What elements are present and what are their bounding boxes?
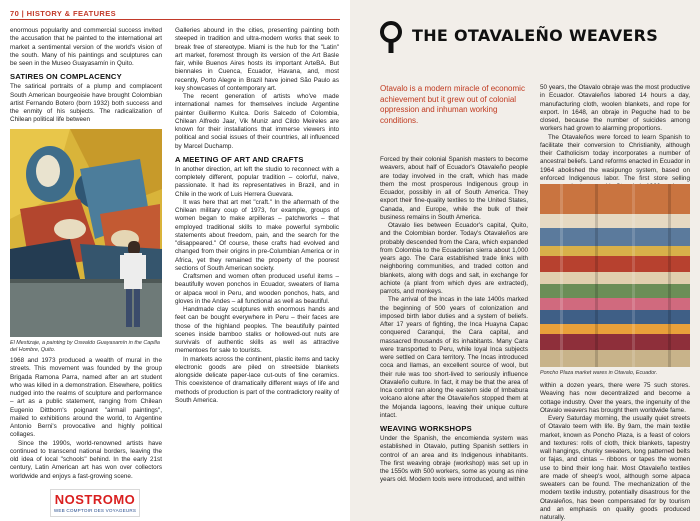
- intro-text: Otavalo is a modern miracle of economic achievement but it grew out of colonial oppression and inhuman working conditions.: [380, 84, 525, 125]
- watermark-subtitle: WEB COMPTOIR DES VOYAGEURS: [53, 508, 137, 513]
- textiles-photo: [540, 184, 690, 367]
- photo-caption: Poncho Plaza market wares in Otavalo, Ecuador.: [540, 370, 658, 376]
- left-column-bottom: [10, 357, 162, 481]
- painting-illustration: [10, 129, 162, 337]
- feature-heading: THE OTAVALEÑO WEAVERS: [412, 26, 659, 45]
- paragraph: Otavalo lies between Ecuador's capital, Quito, and the Colombian border. Today's Otavaleños are probably descended from the Cara, which expanded from Colombia to the Ecuadorian sierra about 1,000 years ago. The Cara established trade links with neighboring communities, and traded cotton and blankets, along with dogs and salt, in exchange for achiote (a plant from which dyes are extracted), parrots, and monkeys.: [380, 222, 528, 295]
- paragraph: In markets across the continent, plastic items and tacky electronic goods are piled on streetside blankets alongside delicate paper-lace cut-outs of fine ceramics. This coexistence of dramatically different ways of life and methods of production is part of the contradictory reality of South America.: [175, 355, 339, 404]
- section-heading: A MEETING OF ART AND CRAFTS: [175, 154, 304, 164]
- feature-title: [378, 16, 690, 60]
- watermark-title: NOSTROMO: [54, 492, 136, 507]
- paragraph: enormous popularity and commercial success invited the accusation that he painted to the international art market a sentimental version of the world's vision of the south. Many of his paintings and sculptures can be seen in the Museo Guayasamín in Quito.: [10, 27, 162, 67]
- paragraph: Galleries abound in the cities, presenting painting both steeped in tradition and ultra-modern works that seek to break free of stereotype. Miami is the hub for the "Latin" art market, foremost through its version of the Art Basle fair, while Buenos Aires hosts its important ArteBA. But biennales in Cuenca, Ecuador, Havana, and, most recently, Porto Alegre in Brazil have joined São Paulo as key showcases of contemporary art.: [175, 27, 339, 92]
- magnifier-icon: [378, 20, 404, 54]
- page-header-text: 70 | HISTORY & FEATURES: [10, 9, 117, 18]
- right-column-1: [380, 156, 528, 485]
- paragraph: Craftsmen and women often produced useful items – beautifully woven ponchos in Ecuador, sweaters of llama or alpaca wool in Peru, and wooden ponchos, hats, and gloves in the Andes – all functional as well as beautiful.: [175, 273, 339, 305]
- paragraph: The recent generation of artists who've made international names for themselves include Argentine painter Guillermo Kuitca. Doris Salcedo of Colombia, Chilean Alfredo Jaar, Vik Muniz and Cildo Meireles are known for their installations that immerse viewers into political and social issues of their countries, all influenced by Marcel Duchamp.: [175, 93, 339, 150]
- photo-caption: El Mestizaje, a painting by Oswaldo Guayasamín in the Capilla del Hombre, Quito.: [10, 340, 160, 353]
- paragraph: In another direction, art left the studio to reconnect with a completely different, popular tradition – colorful, naive, passionate. It had its representatives in Brazil, and in Chile in the work of Luis Herrera Guevara.: [175, 165, 339, 198]
- paragraph: Handmade clay sculptures with enormous hands and feet can be bought everywhere in Peru – their faces are those of the highland peoples. The beautifully painted scenes inside bamboo stalks or hollowed-out nuts are survivals of authentic skills as well as attractive mementoes for sale to tourists.: [175, 306, 339, 355]
- paragraph: Since the 1990s, world-renowned artists have continued to transcend national borders, leaving the old idea of local "schools" behind. In the early 21st century, Latin American art has won over collectors worldwide and enjoys a fast-growing scene.: [10, 439, 162, 480]
- paragraph: Forced by their colonial Spanish masters to become weavers, about half of Ecuador's Otavaleño people are today involved in the craft, which has made them the most prosperous Indigenous group in Ecuador, possibly in all of South America. They export their fine-quality textiles to the United States, Canada, and Europe, while the bulk of their business remains in South America.: [380, 156, 528, 221]
- paragraph: 50 years, the Otavalo obraje was the most productive in Ecuador. Otavaleños labored 14 hours a day, manufacturing cloth, woolen blankets, and rope for export. In 1648, an obraje in Peguche had to be closed, because the number of suicides among workers had grown to alarming proportions.: [540, 84, 690, 133]
- paragraph: The arrival of the Incas in the late 1400s marked the beginning of 500 years of colonization and imposed birth labor duties and a system of beliefs. After 17 years of fighting, the Inca Huayna Capac conquered Caranqui, the Cara capital, and massacred thousands of its inhabitants. Many Cara were transported to Peru, while loyal Inca subjects were settled on Cara territory. The Incas introduced coca and llamas, an excellent source of wool, but their rule was too short-lived to seriously influence Otavaleño culture. In fact, it may be that the area of Inca control ran along the eastern side of Imbabura volcano alone after the Otavaleños stopped them at the Mojanda lagoons, leaving their unique culture intact.: [380, 296, 528, 419]
- section-heading: WEAVING WORKSHOPS: [380, 424, 472, 433]
- second-column: [175, 27, 339, 405]
- section-heading: SATIRES ON COMPLACENCY: [10, 72, 122, 82]
- paragraph: within a dozen years, there were 75 such stores. Weaving has now decentralized and become a cottage industry. Over the years, the ingenuity of the Otavalo weavers has brought them worldwide fame.: [540, 382, 690, 414]
- left-column-top: [10, 27, 162, 125]
- guayasamin-painting-photo: [10, 129, 162, 337]
- nostromo-watermark: [50, 489, 140, 517]
- paragraph: Every Saturday morning, the usually quiet streets of Otavalo teem with life. By 9am, the main textile market, known as Poncho Plaza, is a feast of colors and textures: rolls of cloth, thick blankets, tapestry wall hangings, chunky sweaters, long patterned belts or fajas, and cintas – ribbons or tapes the women use to bind their long hair. Most Otavaleño textiles are made of sheep's wool, although some alpaca sweaters can be found. The mechanization of the modern textile industry, potentially disastrous for the Otavaleños, has been compensated for by tourism and an emphasis on quality goods produced naturally.: [540, 415, 690, 521]
- paragraph: 1968 and 1973 produced a wealth of mural in the streets. This movement was founded by the group Brigada Ramona Parra, named after an art student who was killed in a demonstration. Elsewhere, politics nudged into the realms of sculpture and performance – art as a public statement, ranging from Chilean Eugenio Dittborn's poignant "airmail paintings", mailed to exhibitions around the world, to Argentine Antonio Berni's provocative and highly political collages.: [10, 357, 162, 439]
- paragraph: The satirical portraits of a plump and complacent South American bourgeoisie have brought Colombian artist Fernando Botero (born 1932) both success and the enmity of his subjects. The radicalization of Chilean political life between: [10, 83, 162, 124]
- running-header: [10, 8, 340, 20]
- right-column-2-bottom: [540, 382, 690, 521]
- textiles-illustration: [540, 184, 690, 367]
- paragraph: It was here that art met "craft." In the aftermath of the Chilean military coup of 1973, for example, groups of women began to make arpilleras – patchworks – that employed traditional skills to make powerful symbolic statements about freedom, pain, and the search for the "disappeared." Of course, these crafts had evolved and changed from their origins in pre-Columbian America or in Africa, yet they remained the property of the poorest sections of South American society.: [175, 198, 339, 272]
- right-column-2-top: [540, 84, 690, 191]
- paragraph: The Otavaleños were forced to learn Spanish to facilitate their conversion to Christianity, although their Catholicism today incorporates a number of ancestral beliefs. Land reforms enacted in Ecuador in 1964 abolished the wasipungo system, based on enforced Indigenous labor. The first store selling: [540, 133, 690, 182]
- paragraph: Under the Spanish, the encomienda system was established in Otavalo, putting Spanish settlers in control of an area and its Indigenous inhabitants. The first weaving obraje (workshop) was set up in the 1550s with 500 workers, some as young as nine years old. Modern tools were introduced, and within: [380, 435, 528, 484]
